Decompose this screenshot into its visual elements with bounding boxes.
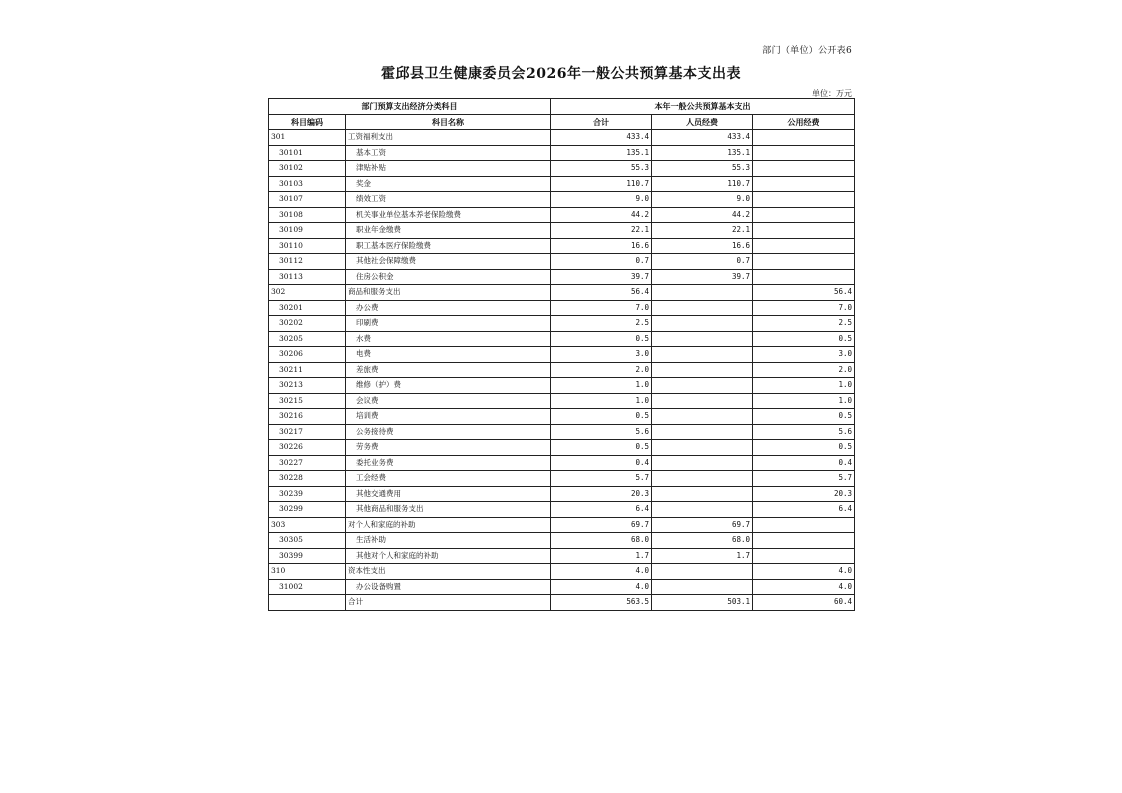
personnel-cell: 44.2 (652, 207, 753, 223)
table-row (269, 517, 855, 533)
budget-table (268, 98, 855, 611)
personnel-cell: 110.7 (652, 176, 753, 192)
table-row (269, 502, 855, 518)
name-cell: 商品和服务支出 (346, 285, 551, 301)
name-cell: 其他对个人和家庭的补助 (346, 548, 551, 564)
code-cell: 30112 (269, 254, 346, 270)
total-cell: 55.3 (551, 161, 652, 177)
name-cell: 工会经费 (346, 471, 551, 487)
personnel-cell (652, 471, 753, 487)
personnel-cell (652, 393, 753, 409)
personnel-cell (652, 362, 753, 378)
name-cell: 住房公积金 (346, 269, 551, 285)
personnel-cell: 22.1 (652, 223, 753, 239)
unit-label: 单位：万元 (812, 89, 852, 98)
table-row (269, 347, 855, 363)
table-row (269, 378, 855, 394)
personnel-cell (652, 378, 753, 394)
code-cell: 310 (269, 564, 346, 580)
personnel-cell (652, 502, 753, 518)
code-cell: 30102 (269, 161, 346, 177)
name-cell: 委托业务费 (346, 455, 551, 471)
personnel-cell: 433.4 (652, 130, 753, 146)
public-cell: 4.0 (753, 579, 855, 595)
column-header-personnel: 人员经费 (652, 114, 753, 130)
column-header-name: 科目名称 (346, 114, 551, 130)
name-cell: 工资福利支出 (346, 130, 551, 146)
personnel-cell: 0.7 (652, 254, 753, 270)
code-cell: 30107 (269, 192, 346, 208)
code-cell: 302 (269, 285, 346, 301)
table-number-label: 部门（单位）公开表6 (762, 46, 852, 56)
total-cell: 9.0 (551, 192, 652, 208)
table-row (269, 393, 855, 409)
group-header-expenditure: 本年一般公共预算基本支出 (551, 99, 855, 115)
code-cell: 30211 (269, 362, 346, 378)
code-cell: 30201 (269, 300, 346, 316)
public-cell (753, 223, 855, 239)
name-cell: 办公费 (346, 300, 551, 316)
code-cell: 30305 (269, 533, 346, 549)
name-cell: 水费 (346, 331, 551, 347)
code-cell: 30226 (269, 440, 346, 456)
code-cell: 30239 (269, 486, 346, 502)
code-cell: 30227 (269, 455, 346, 471)
total-cell: 16.6 (551, 238, 652, 254)
total-cell: 0.5 (551, 331, 652, 347)
name-cell: 印刷费 (346, 316, 551, 332)
table-row (269, 285, 855, 301)
personnel-cell: 1.7 (652, 548, 753, 564)
group-header-classification: 部门预算支出经济分类科目 (269, 99, 551, 115)
total-cell: 5.6 (551, 424, 652, 440)
public-cell (753, 533, 855, 549)
name-cell: 劳务费 (346, 440, 551, 456)
total-sum-cell: 563.5 (551, 595, 652, 611)
table-row (269, 548, 855, 564)
total-cell: 3.0 (551, 347, 652, 363)
code-cell: 30299 (269, 502, 346, 518)
public-cell: 1.0 (753, 378, 855, 394)
table-row (269, 254, 855, 270)
public-cell (753, 176, 855, 192)
table-row (269, 486, 855, 502)
code-cell: 303 (269, 517, 346, 533)
personnel-cell (652, 455, 753, 471)
public-cell: 5.7 (753, 471, 855, 487)
public-cell: 2.0 (753, 362, 855, 378)
total-label-cell: 合计 (346, 595, 551, 611)
code-cell: 30205 (269, 331, 346, 347)
table-row (269, 564, 855, 580)
name-cell: 职工基本医疗保险缴费 (346, 238, 551, 254)
total-cell: 110.7 (551, 176, 652, 192)
total-cell: 0.4 (551, 455, 652, 471)
personnel-cell (652, 300, 753, 316)
column-header-total: 合计 (551, 114, 652, 130)
public-cell: 1.0 (753, 393, 855, 409)
total-code-cell (269, 595, 346, 611)
public-cell (753, 161, 855, 177)
public-cell: 6.4 (753, 502, 855, 518)
personnel-cell (652, 486, 753, 502)
personnel-cell (652, 347, 753, 363)
total-row (269, 595, 855, 611)
table-row (269, 455, 855, 471)
code-cell: 301 (269, 130, 346, 146)
public-cell: 0.4 (753, 455, 855, 471)
personnel-cell: 55.3 (652, 161, 753, 177)
personnel-cell: 68.0 (652, 533, 753, 549)
table-row (269, 161, 855, 177)
public-cell (753, 238, 855, 254)
public-cell: 2.5 (753, 316, 855, 332)
table-row (269, 207, 855, 223)
public-cell: 0.5 (753, 409, 855, 425)
total-cell: 7.0 (551, 300, 652, 316)
public-cell: 5.6 (753, 424, 855, 440)
public-cell: 0.5 (753, 331, 855, 347)
personnel-cell (652, 440, 753, 456)
code-cell: 30103 (269, 176, 346, 192)
table-body (269, 130, 855, 595)
name-cell: 培训费 (346, 409, 551, 425)
code-cell: 30202 (269, 316, 346, 332)
public-cell (753, 145, 855, 161)
total-cell: 22.1 (551, 223, 652, 239)
name-cell: 办公设备购置 (346, 579, 551, 595)
code-cell: 30113 (269, 269, 346, 285)
public-cell: 4.0 (753, 564, 855, 580)
name-cell: 公务接待费 (346, 424, 551, 440)
total-cell: 68.0 (551, 533, 652, 549)
public-cell: 0.5 (753, 440, 855, 456)
code-cell: 30215 (269, 393, 346, 409)
table-row (269, 269, 855, 285)
column-header-public: 公用经费 (753, 114, 855, 130)
personnel-cell (652, 316, 753, 332)
total-cell: 44.2 (551, 207, 652, 223)
personnel-cell: 135.1 (652, 145, 753, 161)
table-row (269, 238, 855, 254)
total-cell: 56.4 (551, 285, 652, 301)
table-row (269, 176, 855, 192)
public-cell: 56.4 (753, 285, 855, 301)
column-header-code: 科目编码 (269, 114, 346, 130)
name-cell: 奖金 (346, 176, 551, 192)
total-cell: 4.0 (551, 564, 652, 580)
table-row (269, 130, 855, 146)
name-cell: 对个人和家庭的补助 (346, 517, 551, 533)
public-cell (753, 269, 855, 285)
page-title: 霍邱县卫生健康委员会2026年一般公共预算基本支出表 (381, 66, 741, 82)
name-cell: 基本工资 (346, 145, 551, 161)
name-cell: 差旅费 (346, 362, 551, 378)
public-cell (753, 130, 855, 146)
personnel-cell: 9.0 (652, 192, 753, 208)
group-header-row (269, 99, 855, 115)
name-cell: 其他交通费用 (346, 486, 551, 502)
public-cell (753, 254, 855, 270)
code-cell: 31002 (269, 579, 346, 595)
total-cell: 1.0 (551, 393, 652, 409)
personnel-cell (652, 331, 753, 347)
table-row (269, 440, 855, 456)
code-cell: 30101 (269, 145, 346, 161)
table-row (269, 192, 855, 208)
public-cell: 20.3 (753, 486, 855, 502)
total-public-cell: 60.4 (753, 595, 855, 611)
public-cell: 3.0 (753, 347, 855, 363)
total-cell: 39.7 (551, 269, 652, 285)
name-cell: 津贴补贴 (346, 161, 551, 177)
public-cell (753, 517, 855, 533)
total-cell: 0.7 (551, 254, 652, 270)
public-cell (753, 192, 855, 208)
total-cell: 20.3 (551, 486, 652, 502)
table-row (269, 533, 855, 549)
total-cell: 0.5 (551, 440, 652, 456)
personnel-cell (652, 285, 753, 301)
table-row (269, 471, 855, 487)
table-row (269, 316, 855, 332)
code-cell: 30228 (269, 471, 346, 487)
personnel-cell (652, 409, 753, 425)
table-row (269, 579, 855, 595)
personnel-cell: 69.7 (652, 517, 753, 533)
personnel-cell (652, 564, 753, 580)
name-cell: 生活补助 (346, 533, 551, 549)
total-cell: 5.7 (551, 471, 652, 487)
public-cell (753, 207, 855, 223)
code-cell: 30109 (269, 223, 346, 239)
table-row (269, 223, 855, 239)
name-cell: 会议费 (346, 393, 551, 409)
total-cell: 4.0 (551, 579, 652, 595)
total-personnel-cell: 503.1 (652, 595, 753, 611)
column-header-row (269, 114, 855, 130)
total-cell: 1.7 (551, 548, 652, 564)
name-cell: 职业年金缴费 (346, 223, 551, 239)
table-row (269, 362, 855, 378)
personnel-cell (652, 424, 753, 440)
name-cell: 电费 (346, 347, 551, 363)
code-cell: 30110 (269, 238, 346, 254)
total-cell: 1.0 (551, 378, 652, 394)
total-cell: 0.5 (551, 409, 652, 425)
code-cell: 30216 (269, 409, 346, 425)
name-cell: 其他社会保障缴费 (346, 254, 551, 270)
code-cell: 30399 (269, 548, 346, 564)
table-row (269, 145, 855, 161)
code-cell: 30217 (269, 424, 346, 440)
total-cell: 69.7 (551, 517, 652, 533)
table-row (269, 331, 855, 347)
personnel-cell: 39.7 (652, 269, 753, 285)
code-cell: 30206 (269, 347, 346, 363)
personnel-cell (652, 579, 753, 595)
table-row (269, 424, 855, 440)
public-cell: 7.0 (753, 300, 855, 316)
name-cell: 资本性支出 (346, 564, 551, 580)
code-cell: 30108 (269, 207, 346, 223)
code-cell: 30213 (269, 378, 346, 394)
total-cell: 2.0 (551, 362, 652, 378)
public-cell (753, 548, 855, 564)
total-cell: 6.4 (551, 502, 652, 518)
name-cell: 机关事业单位基本养老保险缴费 (346, 207, 551, 223)
total-cell: 433.4 (551, 130, 652, 146)
name-cell: 其他商品和服务支出 (346, 502, 551, 518)
table-row (269, 409, 855, 425)
total-cell: 135.1 (551, 145, 652, 161)
personnel-cell: 16.6 (652, 238, 753, 254)
name-cell: 维修（护）费 (346, 378, 551, 394)
name-cell: 绩效工资 (346, 192, 551, 208)
total-cell: 2.5 (551, 316, 652, 332)
table-row (269, 300, 855, 316)
